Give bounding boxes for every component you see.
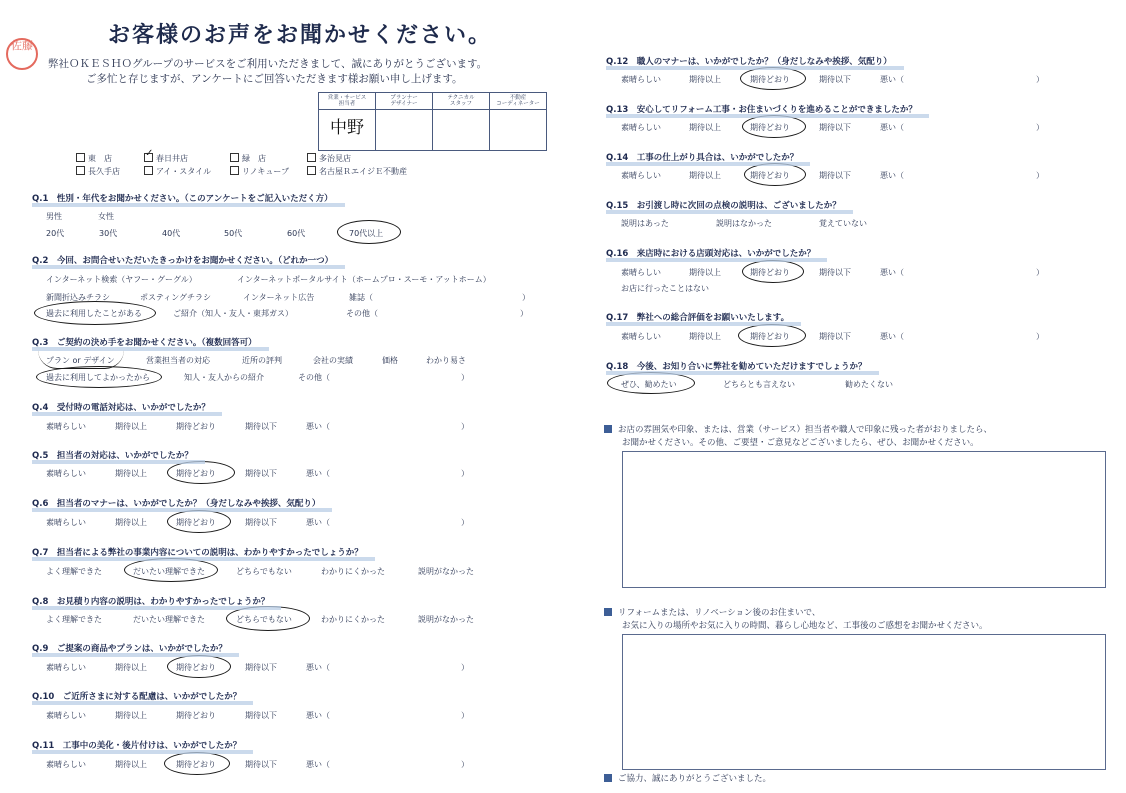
option-age[interactable]: 20代 <box>46 229 65 238</box>
bullet-square-icon <box>604 608 612 616</box>
paren-close: ） <box>461 711 469 720</box>
store-option[interactable]: 名古屋ＲエイジＥ不動産 <box>307 166 407 177</box>
option-female[interactable]: 女性 <box>98 212 114 221</box>
option[interactable]: インターネット広告 <box>243 293 315 302</box>
answer-circle <box>607 372 695 394</box>
question-3: Q.3 ご契約の決め手をお聞かせください。（複数回答可） <box>32 338 257 348</box>
answer-circle <box>34 301 156 325</box>
comment-box-1[interactable] <box>622 451 1106 588</box>
rating-option[interactable]: よく理解できた <box>46 615 102 624</box>
option-selected[interactable]: 過去に利用したことがある <box>46 309 142 318</box>
checkbox[interactable] <box>76 166 85 175</box>
rating-option-selected[interactable]: 期待どおり <box>750 75 790 84</box>
answer-circle <box>742 260 804 283</box>
answer-circle <box>740 67 806 90</box>
rating-option-selected[interactable]: 期待どおり <box>176 518 216 527</box>
rating-option[interactable]: 素晴らしい <box>621 268 661 277</box>
store-option[interactable]: 長久手店 <box>76 166 120 177</box>
rating-option[interactable]: 期待以下 <box>245 518 277 527</box>
option[interactable]: わかり易さ <box>426 356 466 365</box>
question-2: Q.2 今回、お問合せいただいたきっかけをお聞かせください。（どれか一つ） <box>32 256 334 266</box>
checkbox[interactable] <box>230 153 239 162</box>
question-13: Q.13 安心してリフォーム工事・お住まいづくりを進めることができましたか？ <box>606 105 917 115</box>
rating-option[interactable]: 期待以下 <box>819 171 851 180</box>
rating-option-selected[interactable]: 期待どおり <box>750 123 790 132</box>
question-10: Q.10 ご近所さまに対する配慮は、いかがでしたか？ <box>32 692 242 702</box>
rating-option[interactable]: 期待以下 <box>819 75 851 84</box>
staff-signature: 中野 <box>330 118 364 138</box>
option-age[interactable]: 40代 <box>162 229 181 238</box>
answer-circle <box>742 115 806 138</box>
paren-close: ） <box>1036 171 1044 180</box>
option-age[interactable]: 50代 <box>224 229 243 238</box>
rating-option[interactable]: 期待以上 <box>115 422 147 431</box>
store-option[interactable]: 多治見店 <box>307 153 351 164</box>
answer-circle <box>124 558 218 582</box>
question-5: Q.5 担当者の対応は、いかがでしたか？ <box>32 451 193 461</box>
rating-option[interactable]: 期待以上 <box>115 663 147 672</box>
intro-line-1: 弊社ＯＫＥＳＨＯグループのサービスをご利用いただきまして、誠にありがとうございます。 <box>48 58 488 70</box>
rating-option[interactable]: 期待以下 <box>245 422 277 431</box>
staff-header-sales: 営業・サービス 担当者 <box>319 93 376 110</box>
staff-cell-technical <box>433 110 490 151</box>
paren-close: ） <box>1036 268 1044 277</box>
option[interactable]: ポスティングチラシ <box>140 293 212 302</box>
rating-option[interactable]: 期待以上 <box>115 469 147 478</box>
checkbox[interactable] <box>76 153 85 162</box>
paren-close: ） <box>520 309 528 318</box>
option-male[interactable]: 男性 <box>46 212 62 221</box>
option-selected[interactable]: ぜひ、勧めたい <box>621 380 677 389</box>
question-18: Q.18 今後、お知り合いに弊社を勧めていただけますでしょうか？ <box>606 362 867 372</box>
rating-option[interactable]: 悪い（ <box>880 268 904 277</box>
closing-message: ご協力、誠にありがとうございました。 <box>604 772 771 784</box>
paren-close: ） <box>1036 75 1044 84</box>
paren-close: ） <box>461 422 469 431</box>
question-14: Q.14 工事の仕上がり具合は、いかがでしたか？ <box>606 153 799 163</box>
option[interactable]: 新聞折込みチラシ <box>46 293 110 302</box>
staff-cell-planner <box>376 110 433 151</box>
rating-option[interactable]: 悪い（ <box>880 332 904 341</box>
rating-option[interactable]: 素晴らしい <box>46 760 86 769</box>
question-7: Q.7 担当者による弊社の事業内容についての説明は、わかりやすかったでしょうか？ <box>32 548 363 558</box>
rating-option-selected[interactable]: だいたい理解できた <box>133 567 205 576</box>
option[interactable]: その他（ <box>346 309 378 318</box>
rating-option[interactable]: 期待以上 <box>689 171 721 180</box>
rating-option[interactable]: 悪い（ <box>880 75 904 84</box>
rating-option[interactable]: 期待以上 <box>689 123 721 132</box>
rating-option[interactable]: わかりにくかった <box>321 567 385 576</box>
checkmark-icon: ✓ <box>145 148 154 159</box>
checkbox-checked[interactable] <box>144 148 154 162</box>
option[interactable]: プラン or デザイン <box>46 356 115 365</box>
rating-option[interactable]: 期待以下 <box>245 663 277 672</box>
store-option[interactable]: ✓ 春日井店 <box>145 148 188 163</box>
bullet-square-icon <box>604 425 612 433</box>
option[interactable]: 営業担当者の対応 <box>146 356 210 365</box>
option[interactable]: 覚えていない <box>819 219 867 228</box>
rating-option[interactable]: 素晴らしい <box>621 171 661 180</box>
paren-close: ） <box>461 518 469 527</box>
question-17: Q.17 弊社への総合評価をお願いいたします。 <box>606 313 790 323</box>
rating-option-selected[interactable]: 期待どおり <box>750 171 790 180</box>
comment-prompt-1: お店の雰囲気や印象、または、営業（サービス）担当者や職人で印象に残った者がおりましたら、 <box>604 423 992 435</box>
rating-option[interactable]: 悪い（ <box>880 171 904 180</box>
store-option[interactable]: 東 店 <box>76 153 112 164</box>
rating-option[interactable]: どちらでもない <box>236 567 292 576</box>
answer-circle <box>167 461 235 484</box>
rating-option[interactable]: 説明がなかった <box>418 615 474 624</box>
option-age[interactable]: 60代 <box>287 229 306 238</box>
question-11: Q.11 工事中の美化・後片付けは、いかがでしたか？ <box>32 741 242 751</box>
rating-option[interactable]: 悪い（ <box>306 711 330 720</box>
rating-option[interactable]: 説明がなかった <box>418 567 474 576</box>
question-16: Q.16 来店時における店頭対応は、いかがでしたか？ <box>606 249 816 259</box>
answer-circle <box>36 366 162 388</box>
rating-option[interactable]: 期待以上 <box>115 518 147 527</box>
option[interactable]: 説明はあった <box>621 219 669 228</box>
answer-circle <box>744 163 806 186</box>
question-4: Q.4 受付時の電話対応は、いかがでしたか？ <box>32 403 210 413</box>
rating-option[interactable]: 期待以下 <box>245 760 277 769</box>
store-option[interactable]: 緑 店 <box>230 153 266 164</box>
paren-close: ） <box>461 663 469 672</box>
option[interactable]: 会社の実績 <box>313 356 353 365</box>
option-selected[interactable]: 過去に利用してよかったから <box>46 373 150 382</box>
rating-option[interactable]: 悪い（ <box>306 518 330 527</box>
rating-option[interactable]: 期待以上 <box>115 711 147 720</box>
question-6: Q.6 担当者のマナーは、いかがでしたか？（身だしなみや挨拶、気配り） <box>32 499 321 509</box>
rating-option[interactable]: 悪い（ <box>306 422 330 431</box>
rating-option[interactable]: 素晴らしい <box>46 711 86 720</box>
answer-circle <box>167 510 231 533</box>
staff-table <box>318 92 547 151</box>
rating-option-selected[interactable]: 期待どおり <box>176 469 216 478</box>
rating-option[interactable]: 素晴らしい <box>46 518 86 527</box>
option[interactable]: ご紹介（知人・友人・東邦ガス） <box>173 309 293 318</box>
option-age-selected[interactable]: 70代以上 <box>349 229 384 238</box>
answer-circle <box>164 752 230 775</box>
rating-option[interactable]: 期待以下 <box>819 268 851 277</box>
option[interactable]: 価格 <box>382 356 398 365</box>
bullet-square-icon <box>604 774 612 782</box>
intro-line-2: ご多忙と存じますが、アンケートにご回答いただきます様お願い申し上げます。 <box>86 73 463 85</box>
page-title: お客様のお声をお聞かせください。 <box>108 23 493 48</box>
answer-circle <box>337 220 401 244</box>
option[interactable]: 知人・友人からの紹介 <box>184 373 264 382</box>
seal-stamp: 佐藤 <box>6 38 38 70</box>
rating-option[interactable]: 期待以上 <box>689 75 721 84</box>
rating-option[interactable]: 期待以上 <box>689 268 721 277</box>
store-option[interactable]: アイ・スタイル <box>144 166 211 177</box>
staff-header-realestate: 不動産 コーディネーター <box>490 93 547 110</box>
rating-option[interactable]: 期待以下 <box>819 123 851 132</box>
rating-option[interactable]: 悪い（ <box>880 123 904 132</box>
rating-option[interactable]: 悪い（ <box>306 469 330 478</box>
answer-underline <box>38 350 124 369</box>
option[interactable]: 説明はなかった <box>716 219 772 228</box>
comment-box-2[interactable] <box>622 634 1106 770</box>
option[interactable]: どちらとも言えない <box>723 380 795 389</box>
rating-option[interactable]: 素晴らしい <box>46 469 86 478</box>
rating-option[interactable]: 素晴らしい <box>621 123 661 132</box>
rating-option[interactable]: 期待どおり <box>176 422 216 431</box>
rating-option-selected[interactable]: どちらでもない <box>236 615 292 624</box>
staff-header-technical: テクニカル スタッフ <box>433 93 490 110</box>
rating-option-selected[interactable]: 期待どおり <box>176 663 216 672</box>
store-option[interactable]: リノキューブ <box>230 166 289 177</box>
question-8: Q.8 お見積り内容の説明は、わかりやすかったでしょうか？ <box>32 597 270 607</box>
question-1: Q.1 性別・年代をお聞かせください。（このアンケートをご記入いただく方） <box>32 194 333 204</box>
comment-prompt-2-line-2: お気に入りの場所やお気に入りの時間、暮らし心地など、工事後のご感想をお聞かせください。 <box>622 621 988 631</box>
paren-close: ） <box>461 373 469 382</box>
answer-circle <box>738 324 806 347</box>
rating-option[interactable]: 悪い（ <box>306 663 330 672</box>
option[interactable]: 近所の評判 <box>242 356 282 365</box>
rating-option[interactable]: 期待以上 <box>689 332 721 341</box>
rating-option[interactable]: 期待以下 <box>245 711 277 720</box>
option[interactable]: その他（ <box>298 373 330 382</box>
option[interactable]: インターネット検索（ヤフー・グーグル） <box>46 275 197 284</box>
paren-close: ） <box>1036 123 1044 132</box>
rating-option[interactable]: 期待以下 <box>245 469 277 478</box>
rating-option[interactable]: 期待以下 <box>819 332 851 341</box>
option[interactable]: インターネットポータルサイト（ホームプロ・スーモ・アットホーム） <box>237 275 491 284</box>
staff-header-planner: プランナー デザイナー <box>376 93 433 110</box>
paren-close: ） <box>461 760 469 769</box>
staff-cell-realestate <box>490 110 547 151</box>
rating-option-selected[interactable]: 期待どおり <box>176 760 216 769</box>
checkbox[interactable] <box>307 153 316 162</box>
comment-prompt-2: リフォームまたは、リノベーション後のお住まいで、 <box>604 606 820 618</box>
question-15: Q.15 お引渡し時に次回の点検の説明は、ございましたか？ <box>606 201 841 211</box>
rating-option[interactable]: 期待以上 <box>115 760 147 769</box>
option[interactable]: お店に行ったことはない <box>621 284 709 293</box>
rating-option[interactable]: だいたい理解できた <box>133 615 205 624</box>
checkbox[interactable] <box>144 166 153 175</box>
rating-option-selected[interactable]: 期待どおり <box>750 268 790 277</box>
rating-option[interactable]: 素晴らしい <box>46 422 86 431</box>
paren-close: ） <box>1036 332 1044 341</box>
option[interactable]: 勧めたくない <box>845 380 893 389</box>
rating-option[interactable]: 素晴らしい <box>46 663 86 672</box>
paren-close: ） <box>461 469 469 478</box>
checkbox[interactable] <box>307 166 316 175</box>
rating-option[interactable]: 素晴らしい <box>621 75 661 84</box>
rating-option[interactable]: 期待どおり <box>176 711 216 720</box>
rating-option[interactable]: 悪い（ <box>306 760 330 769</box>
question-9: Q.9 ご提案の商品やプランは、いかがでしたか？ <box>32 644 227 654</box>
question-12: Q.12 職人のマナーは、いかがでしたか？（身だしなみや挨拶、気配り） <box>606 57 892 67</box>
rating-option[interactable]: わかりにくかった <box>321 615 385 624</box>
rating-option-selected[interactable]: 期待どおり <box>750 332 790 341</box>
answer-circle <box>167 655 231 678</box>
rating-option[interactable]: よく理解できた <box>46 567 102 576</box>
paren-close: ） <box>522 293 530 302</box>
staff-signature-cell <box>319 110 376 151</box>
rating-option[interactable]: 素晴らしい <box>621 332 661 341</box>
comment-prompt-1-line-2: お聞かせください。その他、ご要望・ご意見などございましたら、ぜひ、お聞かせください。 <box>622 438 979 448</box>
checkbox[interactable] <box>230 166 239 175</box>
option-age[interactable]: 30代 <box>99 229 118 238</box>
option[interactable]: 雑誌（ <box>349 293 373 302</box>
